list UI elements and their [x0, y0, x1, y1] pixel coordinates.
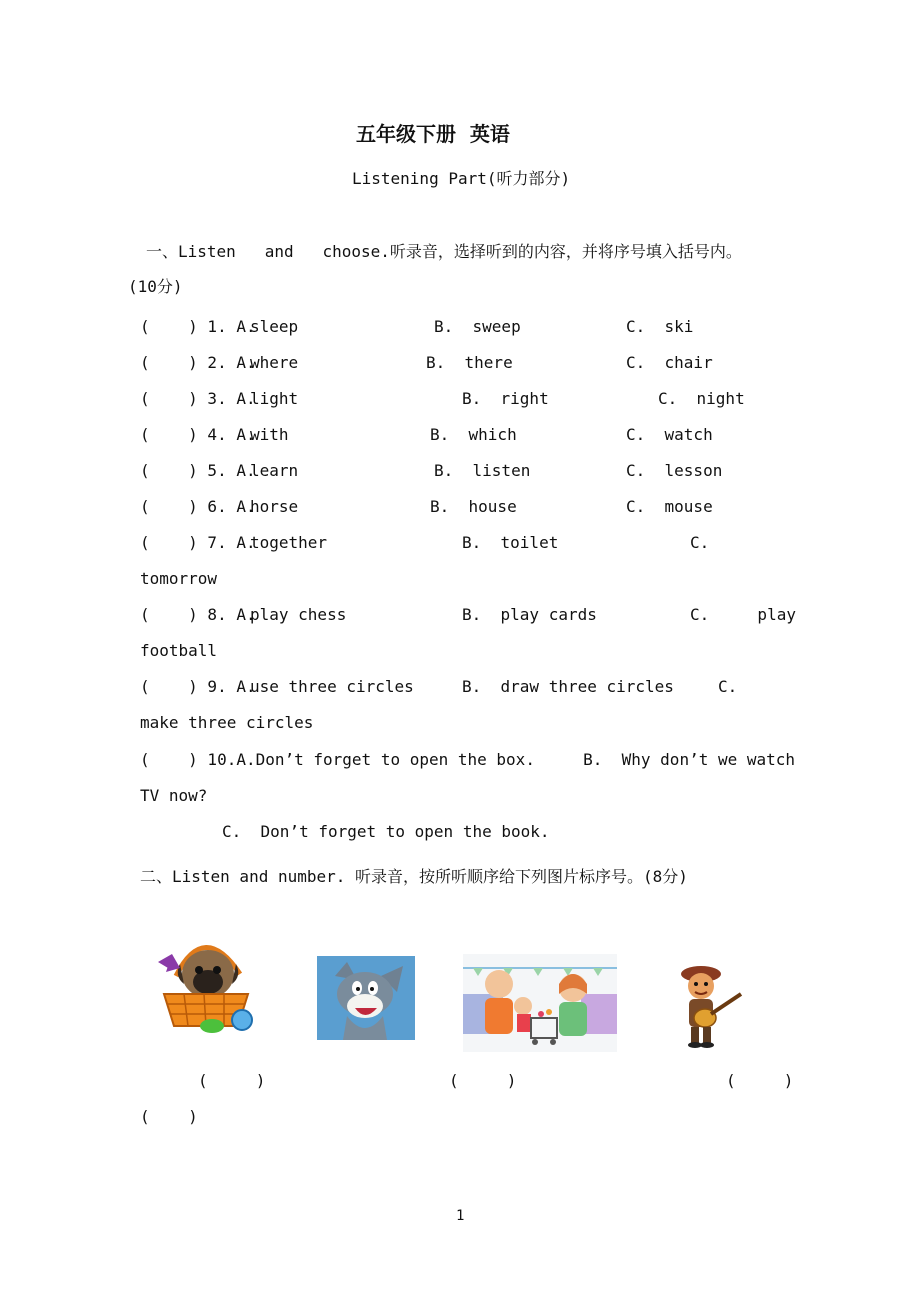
q2-option-b: B. there — [426, 353, 513, 372]
q10-line-3: C. Don’t forget to open the book. — [222, 822, 550, 841]
q8-option-a: play chess — [250, 605, 347, 624]
q9-option-c-text: make three circles — [140, 713, 314, 732]
q4-option-c: C. watch — [626, 425, 713, 444]
q6-option-a: horse — [250, 497, 299, 516]
q3-option-c: C. night — [658, 389, 745, 408]
q9-option-b: B. draw three circles — [462, 677, 674, 696]
q9-option-c: C. — [718, 677, 738, 696]
boy-with-guitar-picture — [675, 962, 745, 1050]
q7-option-c: C. — [690, 533, 710, 552]
q6-number: ( ) 6. A. — [140, 497, 256, 516]
family-shopping-picture — [463, 954, 617, 1052]
q8-option-b: B. play cards — [462, 605, 597, 624]
dog-in-basket-picture — [154, 926, 258, 1036]
picture-2-answer-blank[interactable]: ( ) — [449, 1071, 517, 1090]
q1-option-a: sleep — [250, 317, 299, 336]
q3-number: ( ) 3. A. — [140, 389, 256, 408]
q5-option-c: C. lesson — [626, 461, 723, 480]
q7-option-a: together — [250, 533, 328, 552]
q5-number: ( ) 5. A. — [140, 461, 256, 480]
section2-heading: 二、Listen and number. 听录音，按所听顺序给下列图片标序号。(8分) — [140, 867, 688, 886]
page-number: 1 — [456, 1208, 465, 1224]
q5-option-a: learn — [250, 461, 299, 480]
q6-option-c: C. mouse — [626, 497, 713, 516]
q3-option-a: light — [250, 389, 299, 408]
q9-option-a: use three circles — [250, 677, 414, 696]
q4-number: ( ) 4. A. — [140, 425, 256, 444]
q10-line-2: TV now? — [140, 786, 208, 805]
q7-number: ( ) 7. A. — [140, 533, 256, 552]
q1-option-c: C. ski — [626, 317, 694, 336]
q8-number: ( ) 8. A. — [140, 605, 256, 624]
q8-option-c: C. play — [690, 605, 796, 624]
q1-option-b: B. sweep — [434, 317, 521, 336]
q6-option-b: B. house — [430, 497, 517, 516]
q8-option-c-text: football — [140, 641, 218, 660]
q4-option-a: with — [250, 425, 289, 444]
q10-line-1: ( ) 10.A.Don’t forget to open the box. B. Why don’t we watch — [140, 750, 796, 769]
q7-option-b: B. toilet — [462, 533, 559, 552]
q7-option-c-text: tomorrow — [140, 569, 218, 588]
section1-score: (10分) — [128, 277, 183, 296]
q5-option-b: B. listen — [434, 461, 531, 480]
picture-4-answer-blank[interactable]: ( ) — [140, 1107, 198, 1126]
cartoon-cat-picture — [317, 956, 415, 1040]
q1-number: ( ) 1. A. — [140, 317, 256, 336]
q4-option-b: B. which — [430, 425, 517, 444]
q2-option-a: where — [250, 353, 299, 372]
q9-number: ( ) 9. A. — [140, 677, 256, 696]
page-subtitle: Listening Part(听力部分) — [352, 169, 571, 188]
q2-option-c: C. chair — [626, 353, 713, 372]
picture-3-answer-blank[interactable]: ( ) — [726, 1071, 794, 1090]
page-title: 五年级下册 英语 — [356, 122, 510, 146]
picture-1-answer-blank[interactable]: ( ) — [198, 1071, 266, 1090]
q3-option-b: B. right — [462, 389, 549, 408]
section1-heading: 一、Listen and choose.听录音，选择听到的内容，并将序号填入括号内。 — [146, 242, 742, 261]
q2-number: ( ) 2. A. — [140, 353, 256, 372]
